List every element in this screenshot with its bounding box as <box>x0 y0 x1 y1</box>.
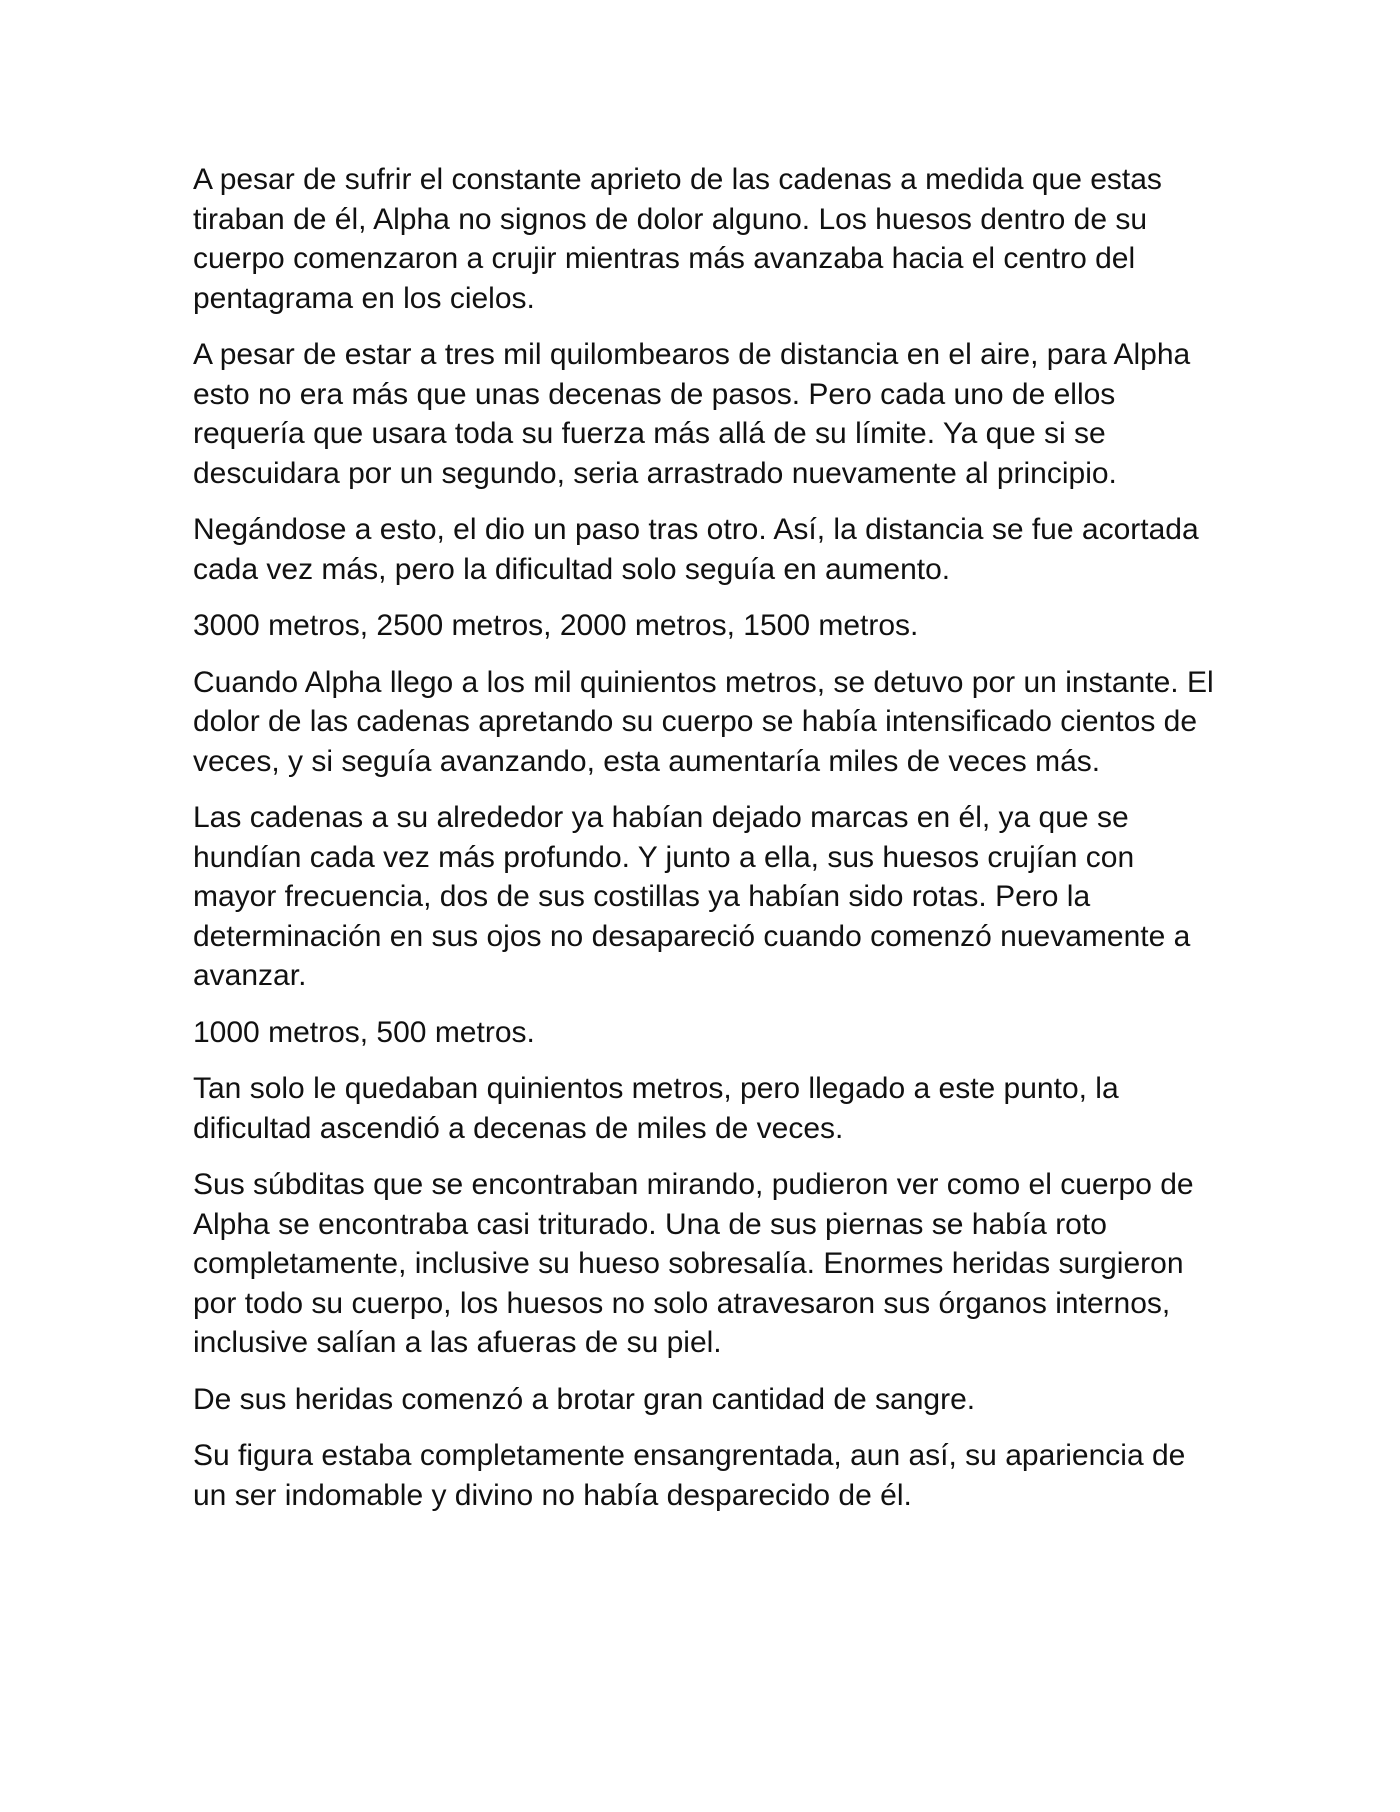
document-body <box>193 160 1223 1532</box>
paragraph: A pesar de estar a tres mil quilombearos de distancia en el aire, para Alpha esto no era más que unas decenas de pasos. Pero cada uno de ellos requería que usara toda su fuerza más allá de su límite. Ya que si se descuidara por un segundo, seria arrastrado nuevamente al principio. <box>193 338 1191 490</box>
paragraph: De sus heridas comenzó a brotar gran cantidad de sangre. <box>193 1382 976 1416</box>
paragraph: Cuando Alpha llego a los mil quinientos metros, se detuvo por un instante. El dolor de las cadenas apretando su cuerpo se había intensificado cientos de veces, y si seguía avanzando, esta aumentaría miles de veces más. <box>193 665 1214 778</box>
paragraph: Su figura estaba completamente ensangrentada, aun así, su apariencia de un ser indomable y divino no había desparecido de él. <box>193 1439 1186 1512</box>
paragraph: Negándose a esto, el dio un paso tras otro. Así, la distancia se fue acortada cada vez más, pero la dificultad solo seguía en aumento. <box>193 513 1199 586</box>
paragraph: Sus súbditas que se encontraban mirando, pudieron ver como el cuerpo de Alpha se encontraba casi triturado. Una de sus piernas se había roto completamente, inclusive su hueso sobresalía. Enormes heridas surgieron por todo su cuerpo, los huesos no solo atravesaron sus órganos internos, inclusive salían a las afueras de su piel. <box>193 1168 1194 1359</box>
paragraph: 1000 metros, 500 metros. <box>193 1015 535 1049</box>
paragraph: 3000 metros, 2500 metros, 2000 metros, 1500 metros. <box>193 609 919 642</box>
paragraph: A pesar de sufrir el constante aprieto de las cadenas a medida que estas tiraban de él, Alpha no signos de dolor alguno. Los huesos dentro de su cuerpo comenzaron a crujir mientras más avanzaba hacia el centro del pentagrama en los cielos. <box>193 163 1162 315</box>
paragraph: Tan solo le quedaban quinientos metros, pero llegado a este punto, la dificultad ascendió a decenas de miles de veces. <box>193 1072 1119 1145</box>
paragraph: Las cadenas a su alrededor ya habían dejado marcas en él, ya que se hundían cada vez más profundo. Y junto a ella, sus huesos crujían con mayor frecuencia, dos de sus costillas ya habían sido rotas. Pero la determinación en sus ojos no desapareció cuando comenzó nuevamente a avanzar. <box>193 801 1191 992</box>
